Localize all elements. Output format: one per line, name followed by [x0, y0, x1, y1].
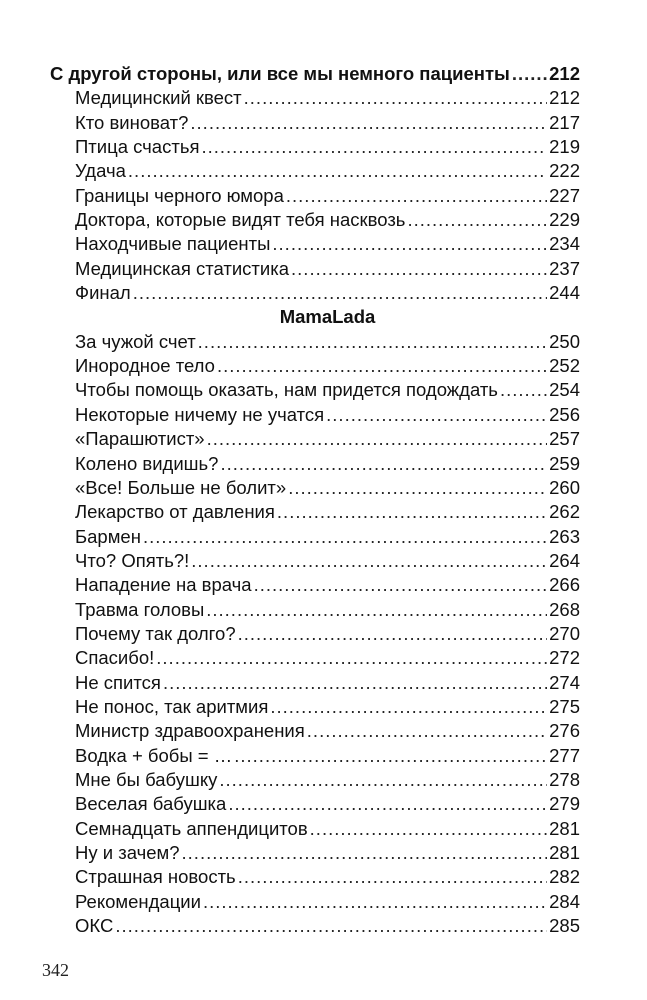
toc-page-number: 268 [549, 598, 580, 620]
toc-entry[interactable] [50, 500, 580, 524]
toc-page-number: 229 [549, 209, 580, 231]
dot-leader [133, 281, 547, 305]
toc-entry-title: Страшная новость [75, 866, 236, 888]
toc-entry[interactable] [50, 159, 580, 183]
toc-page-number: 281 [549, 817, 580, 839]
toc-entry-title: Не спится [75, 671, 161, 693]
page-number: 342 [42, 960, 69, 980]
toc-entry-title: Нападение на врача [75, 574, 252, 596]
toc-entry-title: Травма головы [75, 598, 205, 620]
toc-entry-title: Кто виноват? [75, 111, 189, 133]
toc-entry[interactable] [50, 184, 580, 208]
toc-page-number: 266 [549, 574, 580, 596]
toc-section-title: С другой стороны, или все мы немного пациенты [50, 63, 510, 84]
toc-page-number: 256 [549, 403, 580, 425]
dot-leader [310, 817, 547, 841]
toc-page-number: 270 [549, 622, 580, 644]
toc-page-number: 278 [549, 768, 580, 790]
toc-entry-title: Некоторые ничему не учатся [75, 403, 325, 425]
dot-leader [228, 792, 547, 816]
toc-entry[interactable] [50, 427, 580, 451]
toc-page-number: 272 [549, 647, 580, 669]
dot-leader [143, 525, 547, 549]
toc-page-number: 219 [549, 136, 580, 158]
toc-page-number: 250 [549, 330, 580, 352]
toc-page-number: 212 [549, 63, 580, 84]
toc-entry-title: Водка + бобы = … [75, 744, 233, 766]
toc-entry[interactable] [50, 549, 580, 573]
toc-page-number: 254 [549, 379, 580, 401]
toc-entry-title: За чужой счет [75, 330, 196, 352]
toc-entry-title: Границы черного юмора [75, 184, 284, 206]
toc-entry[interactable] [50, 525, 580, 549]
toc-entry[interactable] [50, 135, 580, 159]
dot-leader [326, 403, 547, 427]
toc-entry[interactable] [50, 646, 580, 670]
dot-leader [217, 354, 547, 378]
dot-leader [156, 646, 547, 670]
dot-leader [244, 86, 547, 110]
toc-page-number: 237 [549, 257, 580, 279]
toc-entry-title: Не понос, так аритмия [75, 695, 269, 717]
toc-entry-title: Мне бы бабушку [75, 768, 218, 790]
toc-page-number: 279 [549, 793, 580, 815]
dot-leader [307, 719, 547, 743]
toc-entry-title: Инородное тело [75, 355, 215, 377]
toc-entry-title: Лекарство от давления [75, 501, 275, 523]
toc-entry[interactable] [50, 354, 580, 378]
toc-entry[interactable] [50, 744, 580, 768]
toc-entry[interactable] [50, 111, 580, 135]
toc-entry-title: «Парашютист» [75, 428, 205, 450]
toc-section-heading: MamaLada [279, 306, 376, 328]
toc-page-number: 262 [549, 501, 580, 523]
dot-leader [207, 427, 548, 451]
dot-leader [198, 330, 547, 354]
toc-page-number: 212 [549, 87, 580, 109]
toc-entry[interactable] [50, 452, 580, 476]
toc-entry[interactable] [50, 208, 580, 232]
toc-entry[interactable] [50, 257, 580, 281]
toc-section-entry[interactable] [50, 62, 580, 86]
dot-leader [238, 622, 548, 646]
toc-page-number: 274 [549, 671, 580, 693]
toc-entry-title: Финал [75, 282, 131, 304]
toc-entry[interactable] [50, 330, 580, 354]
dot-leader [288, 476, 547, 500]
toc-entry[interactable] [50, 695, 580, 719]
dot-leader [254, 573, 548, 597]
toc-entry-title: Министр здравоохранения [75, 720, 305, 742]
dot-leader [512, 62, 547, 86]
toc-page-number: 264 [549, 549, 580, 571]
toc-entry[interactable] [50, 792, 580, 816]
toc-page-number: 259 [549, 452, 580, 474]
toc-entry[interactable] [50, 841, 580, 865]
toc-entry-title: Чтобы помощь оказать, нам придется подождать [75, 379, 498, 401]
toc-entry-title: ОКС [75, 915, 114, 937]
toc-page-number: 222 [549, 160, 580, 182]
toc-entry-title: Доктора, которые видят тебя насквозь [75, 209, 406, 231]
dot-leader [190, 111, 547, 135]
dot-leader [182, 841, 548, 865]
dot-leader [220, 452, 547, 476]
toc-entry-title: Спасибо! [75, 647, 155, 669]
dot-leader [128, 159, 547, 183]
dot-leader [115, 914, 547, 938]
toc-page-number: 277 [549, 744, 580, 766]
toc-entry[interactable] [50, 281, 580, 305]
toc-entry-title: Веселая бабушка [75, 793, 227, 815]
toc-entry-title: Колено видишь? [75, 452, 219, 474]
dot-leader [238, 865, 547, 889]
dot-leader [286, 184, 547, 208]
toc-page-number: 244 [549, 282, 580, 304]
toc-page-number: 260 [549, 476, 580, 498]
toc-entry[interactable] [50, 914, 580, 938]
dot-leader [500, 378, 547, 402]
toc-page-number: 275 [549, 695, 580, 717]
toc-entry-title: Удача [75, 160, 126, 182]
toc-entry[interactable] [50, 817, 580, 841]
toc-page-number: 285 [549, 915, 580, 937]
dot-leader [219, 768, 547, 792]
toc-page-number: 284 [549, 890, 580, 912]
dot-leader [291, 257, 547, 281]
toc-entry-title: Бармен [75, 525, 141, 547]
toc-entry-title: Птица счастья [75, 136, 200, 158]
toc-page-number: 257 [549, 428, 580, 450]
toc-entry-title: Почему так долго? [75, 622, 236, 644]
toc-entry-title: Ну и зачем? [75, 842, 180, 863]
toc-entry[interactable] [50, 622, 580, 646]
toc-page-number: 281 [549, 842, 580, 863]
toc-entry[interactable] [50, 890, 580, 914]
dot-leader [201, 135, 547, 159]
toc-entry-title: Медицинский квест [75, 87, 242, 109]
dot-leader [191, 549, 547, 573]
toc-page-number: 234 [549, 233, 580, 255]
dot-leader [163, 671, 547, 695]
toc-entry-title: Находчивые пациенты [75, 233, 271, 255]
toc-entry[interactable] [50, 476, 580, 500]
dot-leader [407, 208, 547, 232]
toc-entry-title: Медицинская статистика [75, 257, 290, 279]
toc-entry[interactable] [50, 865, 580, 889]
dot-leader [203, 890, 547, 914]
toc-entry[interactable] [50, 232, 580, 256]
toc-entry-title: Семнадцать аппендицитов [75, 817, 308, 839]
toc-entry[interactable] [50, 86, 580, 110]
toc-entry-title: Рекомендации [75, 890, 201, 912]
table-of-contents [50, 62, 580, 938]
toc-page-number: 252 [549, 355, 580, 377]
toc-entry[interactable] [50, 378, 580, 402]
toc-page-number: 217 [549, 111, 580, 133]
toc-entry[interactable] [50, 598, 580, 622]
dot-leader [270, 695, 547, 719]
dot-leader [234, 744, 547, 768]
dot-leader [277, 500, 547, 524]
toc-entry[interactable] [50, 403, 580, 427]
toc-page-number: 263 [549, 525, 580, 547]
toc-page-number: 227 [549, 184, 580, 206]
toc-entry-title: Что? Опять?! [75, 549, 190, 571]
dot-leader [206, 598, 547, 622]
toc-entry-title: «Все! Больше не болит» [75, 476, 287, 498]
toc-entry[interactable] [50, 768, 580, 792]
toc-page-number: 282 [549, 866, 580, 888]
toc-page-number: 276 [549, 720, 580, 742]
toc-entry[interactable] [50, 671, 580, 695]
toc-entry[interactable] [50, 573, 580, 597]
toc-entry[interactable] [50, 719, 580, 743]
dot-leader [272, 232, 547, 256]
